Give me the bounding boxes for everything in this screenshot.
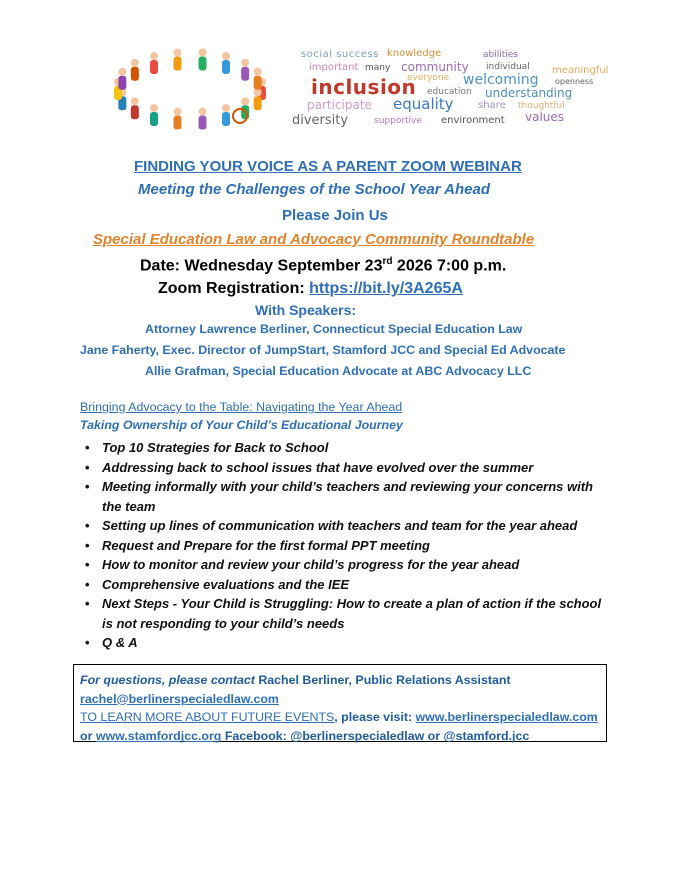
word-cloud-word: inclusion <box>311 75 417 99</box>
word-cloud-word: social success <box>301 49 379 60</box>
list-item: • How to monitor and review your child’s progress for the year ahead <box>82 555 612 575</box>
list-item: • Comprehensive evaluations and the IEE <box>82 575 612 595</box>
word-cloud-word: share <box>478 100 506 111</box>
event-date-time: 2026 7:00 p.m. <box>392 257 507 275</box>
facebook-text: Facebook: @berlinerspecialedlaw or @stamford.jcc <box>221 728 530 743</box>
word-cloud-word: community <box>401 60 469 74</box>
person-figure <box>173 56 181 70</box>
bullet-icon: • <box>85 459 90 475</box>
person-head <box>241 59 249 67</box>
learn-more-link[interactable]: TO LEARN MORE ABOUT FUTURE EVENTS <box>80 710 335 724</box>
agenda-heading: Bringing Advocacy to the Table: Navigating the Year Ahead <box>80 400 403 414</box>
list-item: • Addressing back to school issues that have evolved over the summer <box>82 458 612 478</box>
bullet-icon: • <box>85 635 90 650</box>
word-cloud-word: environment <box>441 115 505 126</box>
speaker-line: Jane Faherty, Exec. Director of JumpStart, Stamford JCC and Special Ed Advocate <box>80 343 566 357</box>
word-cloud-word: knowledge <box>387 48 442 59</box>
person-head <box>199 108 207 116</box>
bullet-icon: • <box>85 596 90 611</box>
person-head <box>241 97 249 105</box>
list-item: • Next Steps - Your Child is Struggling: How to create a plan of action if the school is not responding to your child’s needs <box>85 596 602 631</box>
person-head <box>131 97 139 105</box>
stamford-site-link[interactable]: www.stamfordjcc.org <box>95 728 222 743</box>
word-cloud-word: participate <box>307 98 372 112</box>
person-figure <box>254 76 262 90</box>
webinar-subtitle: Meeting the Challenges of the School Year Ahead <box>138 181 491 198</box>
event-date <box>140 256 506 275</box>
header-banner <box>90 40 630 140</box>
word-cloud-word: everyone <box>407 73 450 83</box>
agenda-list <box>82 438 612 653</box>
questions-prefix: For questions, please contact <box>80 673 259 687</box>
word-cloud-word: diversity <box>292 113 349 128</box>
bullet-icon: • <box>85 518 90 533</box>
event-date-ordinal: rd <box>382 256 393 267</box>
word-cloud-word: abilities <box>483 50 518 60</box>
bullet-icon: • <box>85 557 90 572</box>
list-item: • Q & A <box>82 633 612 653</box>
word-cloud-word: understanding <box>485 86 573 100</box>
person-figure <box>222 60 230 74</box>
contact-box <box>73 664 607 742</box>
person-figure <box>131 105 139 119</box>
word-cloud-word: welcoming <box>463 72 539 88</box>
person-figure <box>131 67 139 81</box>
person-head <box>150 52 158 60</box>
webinar-title: FINDING YOUR VOICE AS A PARENT ZOOM WEBINAR <box>134 158 522 175</box>
person-figure <box>150 112 158 126</box>
person-head <box>131 59 139 67</box>
learn-more-line <box>80 708 600 727</box>
agenda-subheading: Taking Ownership of Your Child’s Educational Journey <box>80 418 403 432</box>
roundtable-title: Special Education Law and Advocacy Community Roundtable <box>93 231 535 248</box>
word-cloud-word: individual <box>486 62 530 72</box>
person-figure <box>199 56 207 70</box>
list-item: • Meeting informally with your child’s teachers and reviewing your concerns with the team <box>85 479 593 514</box>
list-item: • Request and Prepare for the first formal PPT meeting <box>82 536 612 556</box>
event-date-main: Date: Wednesday September 23 <box>140 257 383 275</box>
person-figure <box>150 60 158 74</box>
word-cloud-word: values <box>525 110 565 124</box>
or-text: or <box>80 728 96 743</box>
word-cloud-word: many <box>365 63 391 73</box>
word-cloud-word: meaningful <box>552 65 609 76</box>
bullet-icon: • <box>85 479 90 494</box>
speaker-line: Attorney Lawrence Berliner, Connecticut Special Education Law <box>145 322 523 336</box>
word-cloud-word: thoughtful <box>518 101 565 111</box>
word-cloud-word: equality <box>393 95 454 113</box>
word-cloud-word: supportive <box>374 116 422 126</box>
stamford-line <box>80 727 600 746</box>
person-figure <box>254 96 262 110</box>
contact-line <box>80 671 600 690</box>
word-cloud-word: education <box>427 87 472 97</box>
word-cloud-word: openness <box>555 77 594 86</box>
people-circle-illustration <box>90 40 290 140</box>
person-figure <box>118 76 126 90</box>
zoom-registration <box>158 280 463 298</box>
contact-email-link[interactable]: rachel@berlinerspecialedlaw.com <box>80 691 279 706</box>
contact-name: Rachel Berliner, Public Relations Assistant <box>258 673 511 687</box>
person-head <box>199 48 207 56</box>
please-join-us: Please Join Us <box>282 207 388 224</box>
person-figure <box>222 112 230 126</box>
word-cloud-word: important <box>309 62 359 73</box>
person-head <box>118 68 126 76</box>
person-head <box>254 68 262 76</box>
person-figure <box>173 116 181 130</box>
berliner-site-link[interactable]: www.berlinerspecialedlaw.com <box>415 710 598 724</box>
list-item: • Setting up lines of communication with teachers and team for the year ahead <box>82 516 612 536</box>
bullet-icon: • <box>85 440 90 455</box>
word-cloud <box>292 46 625 136</box>
person-head <box>173 48 181 56</box>
bullet-icon: • <box>85 576 90 592</box>
person-head <box>222 52 230 60</box>
speaker-line: Allie Grafman, Special Education Advocate at ABC Advocacy LLC <box>145 364 532 378</box>
person-figure <box>199 116 207 130</box>
person-head <box>222 104 230 112</box>
person-head <box>150 104 158 112</box>
zoom-registration-label: Zoom Registration: <box>158 280 310 297</box>
bullet-icon: • <box>85 537 90 553</box>
email-line <box>80 690 600 709</box>
zoom-registration-link[interactable]: https://bit.ly/3A265A <box>309 280 463 297</box>
speakers-heading: With Speakers: <box>255 302 357 318</box>
visit-text: , please visit: <box>334 710 416 724</box>
person-head <box>173 108 181 116</box>
list-item: • Top 10 Strategies for Back to School <box>82 438 612 458</box>
person-figure <box>241 67 249 81</box>
